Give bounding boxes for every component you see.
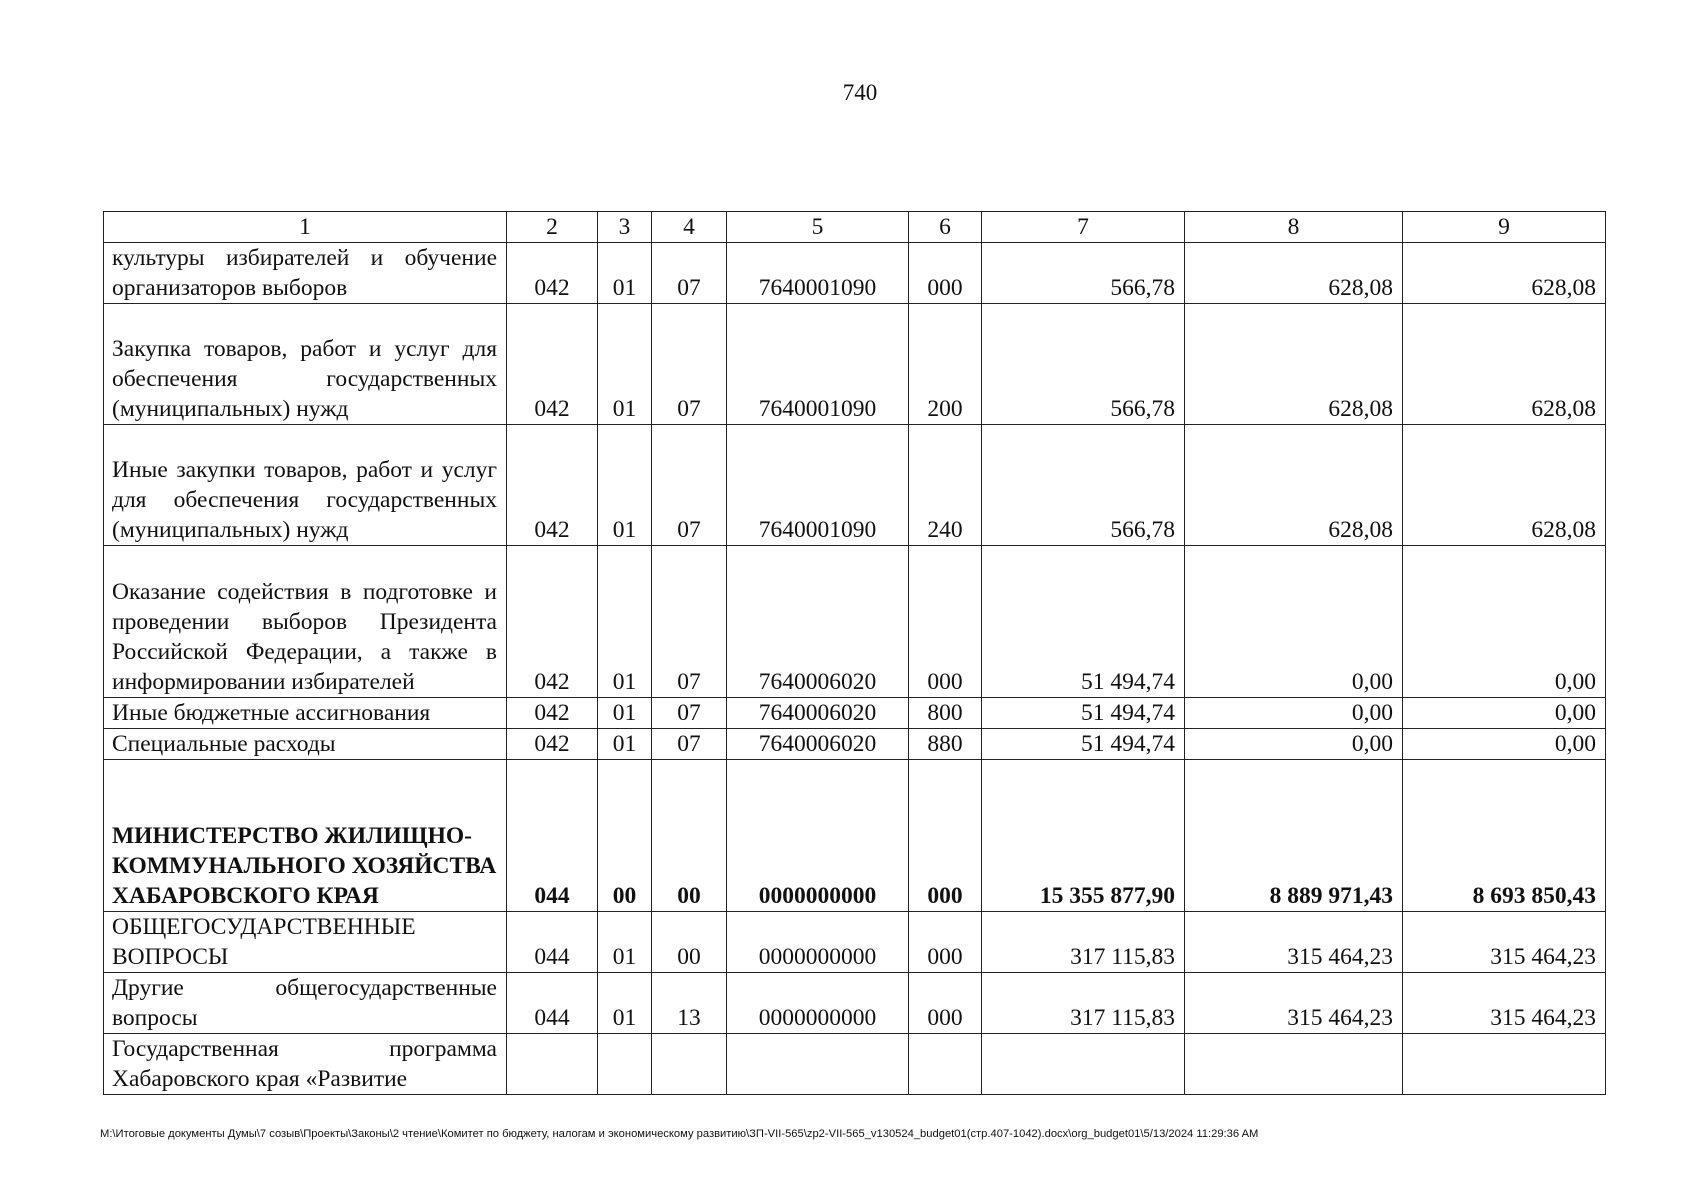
cell-code-4: 13: [652, 973, 727, 1034]
cell-amount-8: 628,08: [1185, 243, 1403, 304]
cell-amount-8: 0,00: [1185, 546, 1403, 698]
table-header-row: [104, 212, 1606, 243]
cell-code-5: 7640001090: [727, 304, 909, 425]
cell-amount-7: 566,78: [982, 243, 1185, 304]
cell-amount-8: 8 889 971,43: [1185, 760, 1403, 912]
page-number: 740: [842, 80, 878, 105]
cell-code-4: 07: [652, 729, 727, 760]
cell-amount-7: 566,78: [982, 425, 1185, 546]
cell-code-4: 00: [652, 760, 727, 912]
cell-amount-8: 0,00: [1185, 698, 1403, 729]
cell-code-2: 042: [507, 698, 598, 729]
row-name: Иные бюджетные ассигнования: [104, 698, 507, 729]
column-header: 2: [507, 212, 598, 243]
budget-table: [103, 211, 1606, 1095]
cell-amount-9: 628,08: [1403, 243, 1606, 304]
cell-code-5: [727, 1034, 909, 1095]
row-name: МИНИСТЕРСТВО ЖИЛИЩНО-КОММУНАЛЬНОГО ХОЗЯЙСТВА ХАБАРОВСКОГО КРАЯ: [104, 760, 507, 912]
column-header: 9: [1403, 212, 1606, 243]
cell-code-6: 000: [909, 912, 982, 973]
row-name: Иные закупки товаров, работ и услуг для обеспечения государственных (муниципальных) нужд: [104, 425, 507, 546]
cell-amount-9: 315 464,23: [1403, 973, 1606, 1034]
cell-code-6: 240: [909, 425, 982, 546]
cell-amount-8: 315 464,23: [1185, 973, 1403, 1034]
cell-amount-7: 51 494,74: [982, 729, 1185, 760]
cell-amount-9: 8 693 850,43: [1403, 760, 1606, 912]
cell-amount-9: 315 464,23: [1403, 912, 1606, 973]
cell-code-5: 7640006020: [727, 698, 909, 729]
cell-code-3: 01: [598, 729, 652, 760]
document-path-footer: M:\Итоговые документы Думы\7 созыв\Проекты\Законы\2 чтение\Комитет по бюджету, налогам и экономическому развитию\ЗП-VII-565\zp2-VII-565_v130524_budget01(стр.407-1042).docx\org_budget01\5/13/2024 11:29:36 AM: [100, 1128, 1259, 1140]
cell-code-4: 07: [652, 304, 727, 425]
table-row: [104, 973, 1606, 1034]
cell-code-6: 000: [909, 243, 982, 304]
cell-code-2: 042: [507, 304, 598, 425]
cell-code-5: 7640006020: [727, 546, 909, 698]
column-header: 1: [104, 212, 507, 243]
cell-code-4: [652, 1034, 727, 1095]
table-row: [104, 698, 1606, 729]
cell-code-3: 00: [598, 760, 652, 912]
cell-amount-7: 51 494,74: [982, 698, 1185, 729]
cell-code-3: 01: [598, 425, 652, 546]
cell-amount-9: 0,00: [1403, 698, 1606, 729]
column-header: 3: [598, 212, 652, 243]
cell-amount-8: 315 464,23: [1185, 912, 1403, 973]
column-header: 4: [652, 212, 727, 243]
cell-code-5: 7640001090: [727, 425, 909, 546]
cell-code-4: 07: [652, 425, 727, 546]
cell-amount-7: 15 355 877,90: [982, 760, 1185, 912]
cell-amount-9: [1403, 1034, 1606, 1095]
cell-amount-8: 628,08: [1185, 425, 1403, 546]
column-header: 7: [982, 212, 1185, 243]
cell-code-3: 01: [598, 243, 652, 304]
cell-code-2: 042: [507, 425, 598, 546]
table-row: [104, 912, 1606, 973]
table-row: [104, 729, 1606, 760]
cell-code-2: 042: [507, 243, 598, 304]
cell-code-6: 200: [909, 304, 982, 425]
cell-code-2: 042: [507, 729, 598, 760]
cell-amount-8: 628,08: [1185, 304, 1403, 425]
cell-code-2: 044: [507, 912, 598, 973]
cell-code-6: [909, 1034, 982, 1095]
cell-amount-9: 628,08: [1403, 425, 1606, 546]
row-name: Оказание содействия в подготовке и проведении выборов Президента Российской Федерации, а также в информировании избирателей: [104, 546, 507, 698]
cell-code-5: 0000000000: [727, 912, 909, 973]
cell-code-2: 042: [507, 546, 598, 698]
cell-code-5: 0000000000: [727, 973, 909, 1034]
table-row: [104, 546, 1606, 698]
cell-amount-7: [982, 1034, 1185, 1095]
cell-code-4: 00: [652, 912, 727, 973]
cell-code-4: 07: [652, 698, 727, 729]
cell-code-4: 07: [652, 546, 727, 698]
cell-code-2: 044: [507, 760, 598, 912]
row-name: Закупка товаров, работ и услуг для обеспечения государственных (муниципальных) нужд: [104, 304, 507, 425]
cell-code-3: 01: [598, 973, 652, 1034]
cell-code-2: 044: [507, 973, 598, 1034]
cell-code-2: [507, 1034, 598, 1095]
row-name: Специальные расходы: [104, 729, 507, 760]
row-name: Другие общегосударственные вопросы: [104, 973, 507, 1034]
column-header: 5: [727, 212, 909, 243]
cell-code-6: 000: [909, 760, 982, 912]
table-row: [104, 760, 1606, 912]
table-row: [104, 1034, 1606, 1095]
cell-code-4: 07: [652, 243, 727, 304]
cell-code-6: 000: [909, 546, 982, 698]
cell-amount-7: 317 115,83: [982, 912, 1185, 973]
table-row: [104, 425, 1606, 546]
cell-amount-9: 0,00: [1403, 729, 1606, 760]
cell-amount-7: 51 494,74: [982, 546, 1185, 698]
cell-code-6: 800: [909, 698, 982, 729]
cell-amount-7: 566,78: [982, 304, 1185, 425]
cell-amount-8: [1185, 1034, 1403, 1095]
cell-amount-9: 628,08: [1403, 304, 1606, 425]
table-row: [104, 304, 1606, 425]
cell-code-3: [598, 1034, 652, 1095]
cell-amount-9: 0,00: [1403, 546, 1606, 698]
cell-amount-8: 0,00: [1185, 729, 1403, 760]
cell-code-6: 880: [909, 729, 982, 760]
column-header: 8: [1185, 212, 1403, 243]
row-name: культуры избирателей и обучение организаторов выборов: [104, 243, 507, 304]
cell-code-5: 7640006020: [727, 729, 909, 760]
cell-amount-7: 317 115,83: [982, 973, 1185, 1034]
row-name: Государственная программа Хабаровского края «Развитие: [104, 1034, 507, 1095]
cell-code-5: 0000000000: [727, 760, 909, 912]
cell-code-3: 01: [598, 546, 652, 698]
column-header: 6: [909, 212, 982, 243]
cell-code-3: 01: [598, 304, 652, 425]
cell-code-5: 7640001090: [727, 243, 909, 304]
row-name: ОБЩЕГОСУДАРСТВЕННЫЕ ВОПРОСЫ: [104, 912, 507, 973]
cell-code-3: 01: [598, 698, 652, 729]
cell-code-3: 01: [598, 912, 652, 973]
table-row: [104, 243, 1606, 304]
cell-code-6: 000: [909, 973, 982, 1034]
